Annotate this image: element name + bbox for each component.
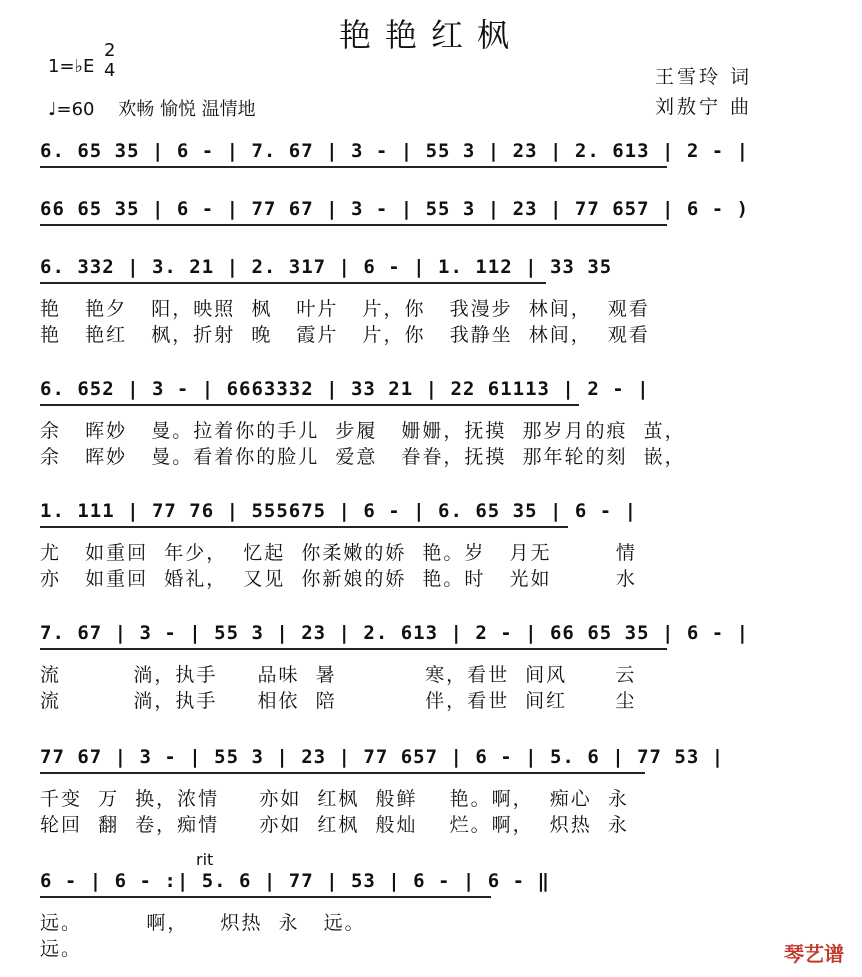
- rit-marking: rit: [196, 850, 214, 869]
- lyric-line: 艳 艳红 枫，折射 晚 霞片 片，你 我静坐 林间， 观看: [40, 324, 650, 346]
- notation-line: [40, 378, 820, 404]
- lyric-line: 尤 如重回 年少， 忆起 你柔嫩的娇 艳。岁 月无 情: [40, 542, 637, 564]
- lyric-line: 余 晖妙 曼。拉着你的手儿 步履 姗姗，抚摸 那岁月的痕 茧，: [40, 420, 686, 442]
- notation-text: 6. 65 35 | 6 - | 7. 67 | 3 - | 55 3 | 23 | 2. 613 | 2 - |: [40, 140, 750, 162]
- lyric-line: 亦 如重回 婚礼， 又见 你新娘的娇 艳。时 光如 水: [40, 568, 637, 590]
- notation-line: [40, 198, 820, 224]
- notation-text: 6 - | 6 - :| 5. 6 | 77 | 53 | 6 - | 6 - ‖: [40, 870, 550, 892]
- beam-underline: [40, 648, 667, 650]
- notation-text: 1. 111 | 77 76 | 555675 | 6 - | 6. 65 35 | 6 - |: [40, 500, 638, 522]
- tempo-value: =60: [56, 99, 95, 120]
- quarter-note-icon: ♩: [48, 99, 57, 120]
- tempo-marking: [48, 95, 256, 121]
- page-title: 艳艳红枫: [338, 16, 523, 54]
- lyric-line: 流 淌，执手 品味 暑 寒，看世 间风 云: [40, 664, 637, 686]
- notation-line: [40, 140, 820, 166]
- notation-line: [40, 870, 820, 896]
- key-signature: [48, 40, 116, 81]
- notation-text: 6. 332 | 3. 21 | 2. 317 | 6 - | 1. 112 | 33 35: [40, 256, 613, 278]
- beam-underline: [40, 166, 667, 168]
- notation-text: 7. 67 | 3 - | 55 3 | 23 | 2. 613 | 2 - | 66 65 35 | 6 - |: [40, 622, 750, 644]
- composer-credit: 刘敖宁 曲: [655, 96, 753, 118]
- notation-line: [40, 500, 820, 526]
- notation-line: [40, 622, 820, 648]
- watermark-logo: 琴艺谱: [784, 942, 844, 966]
- expression-text: 欢畅 愉悦 温情地: [118, 99, 256, 120]
- time-signature-bottom: 4: [104, 60, 116, 81]
- key-label: 1=♭E: [48, 56, 95, 77]
- beam-underline: [40, 404, 579, 406]
- lyricist-credit: 王雪玲 词: [655, 66, 753, 88]
- beam-underline: [40, 526, 568, 528]
- notation-line: [40, 746, 820, 772]
- time-signature-top: 2: [104, 40, 116, 61]
- notation-text: 77 67 | 3 - | 55 3 | 23 | 77 657 | 6 - | 5. 6 | 77 53 |: [40, 746, 725, 768]
- notation-line: [40, 256, 820, 282]
- notation-text: 6. 652 | 3 - | 6663332 | 33 21 | 22 61113 | 2 - |: [40, 378, 650, 400]
- lyric-line: 余 晖妙 曼。看着你的脸儿 爱意 眷眷，抚摸 那年轮的刻 嵌，: [40, 446, 686, 468]
- beam-underline: [40, 896, 491, 898]
- lyric-line: 远。 啊， 炽热 永 远。: [40, 912, 366, 934]
- lyric-line: 流 淌，执手 相依 陪 伴，看世 间红 尘: [40, 690, 637, 712]
- beam-underline: [40, 772, 645, 774]
- lyric-line: 千变 万 换，浓情 亦如 红枫 般鲜 艳。啊， 痴心 永: [40, 788, 629, 810]
- beam-underline: [40, 224, 667, 226]
- beam-underline: [40, 282, 546, 284]
- notation-text: 66 65 35 | 6 - | 77 67 | 3 - | 55 3 | 23 | 77 657 | 6 - ): [40, 198, 750, 220]
- lyric-line: 远。: [40, 938, 83, 960]
- lyric-line: 轮回 翻 卷，痴情 亦如 红枫 般灿 烂。啊， 炽热 永: [40, 814, 629, 836]
- lyric-line: 艳 艳夕 阳，映照 枫 叶片 片，你 我漫步 林间， 观看: [40, 298, 650, 320]
